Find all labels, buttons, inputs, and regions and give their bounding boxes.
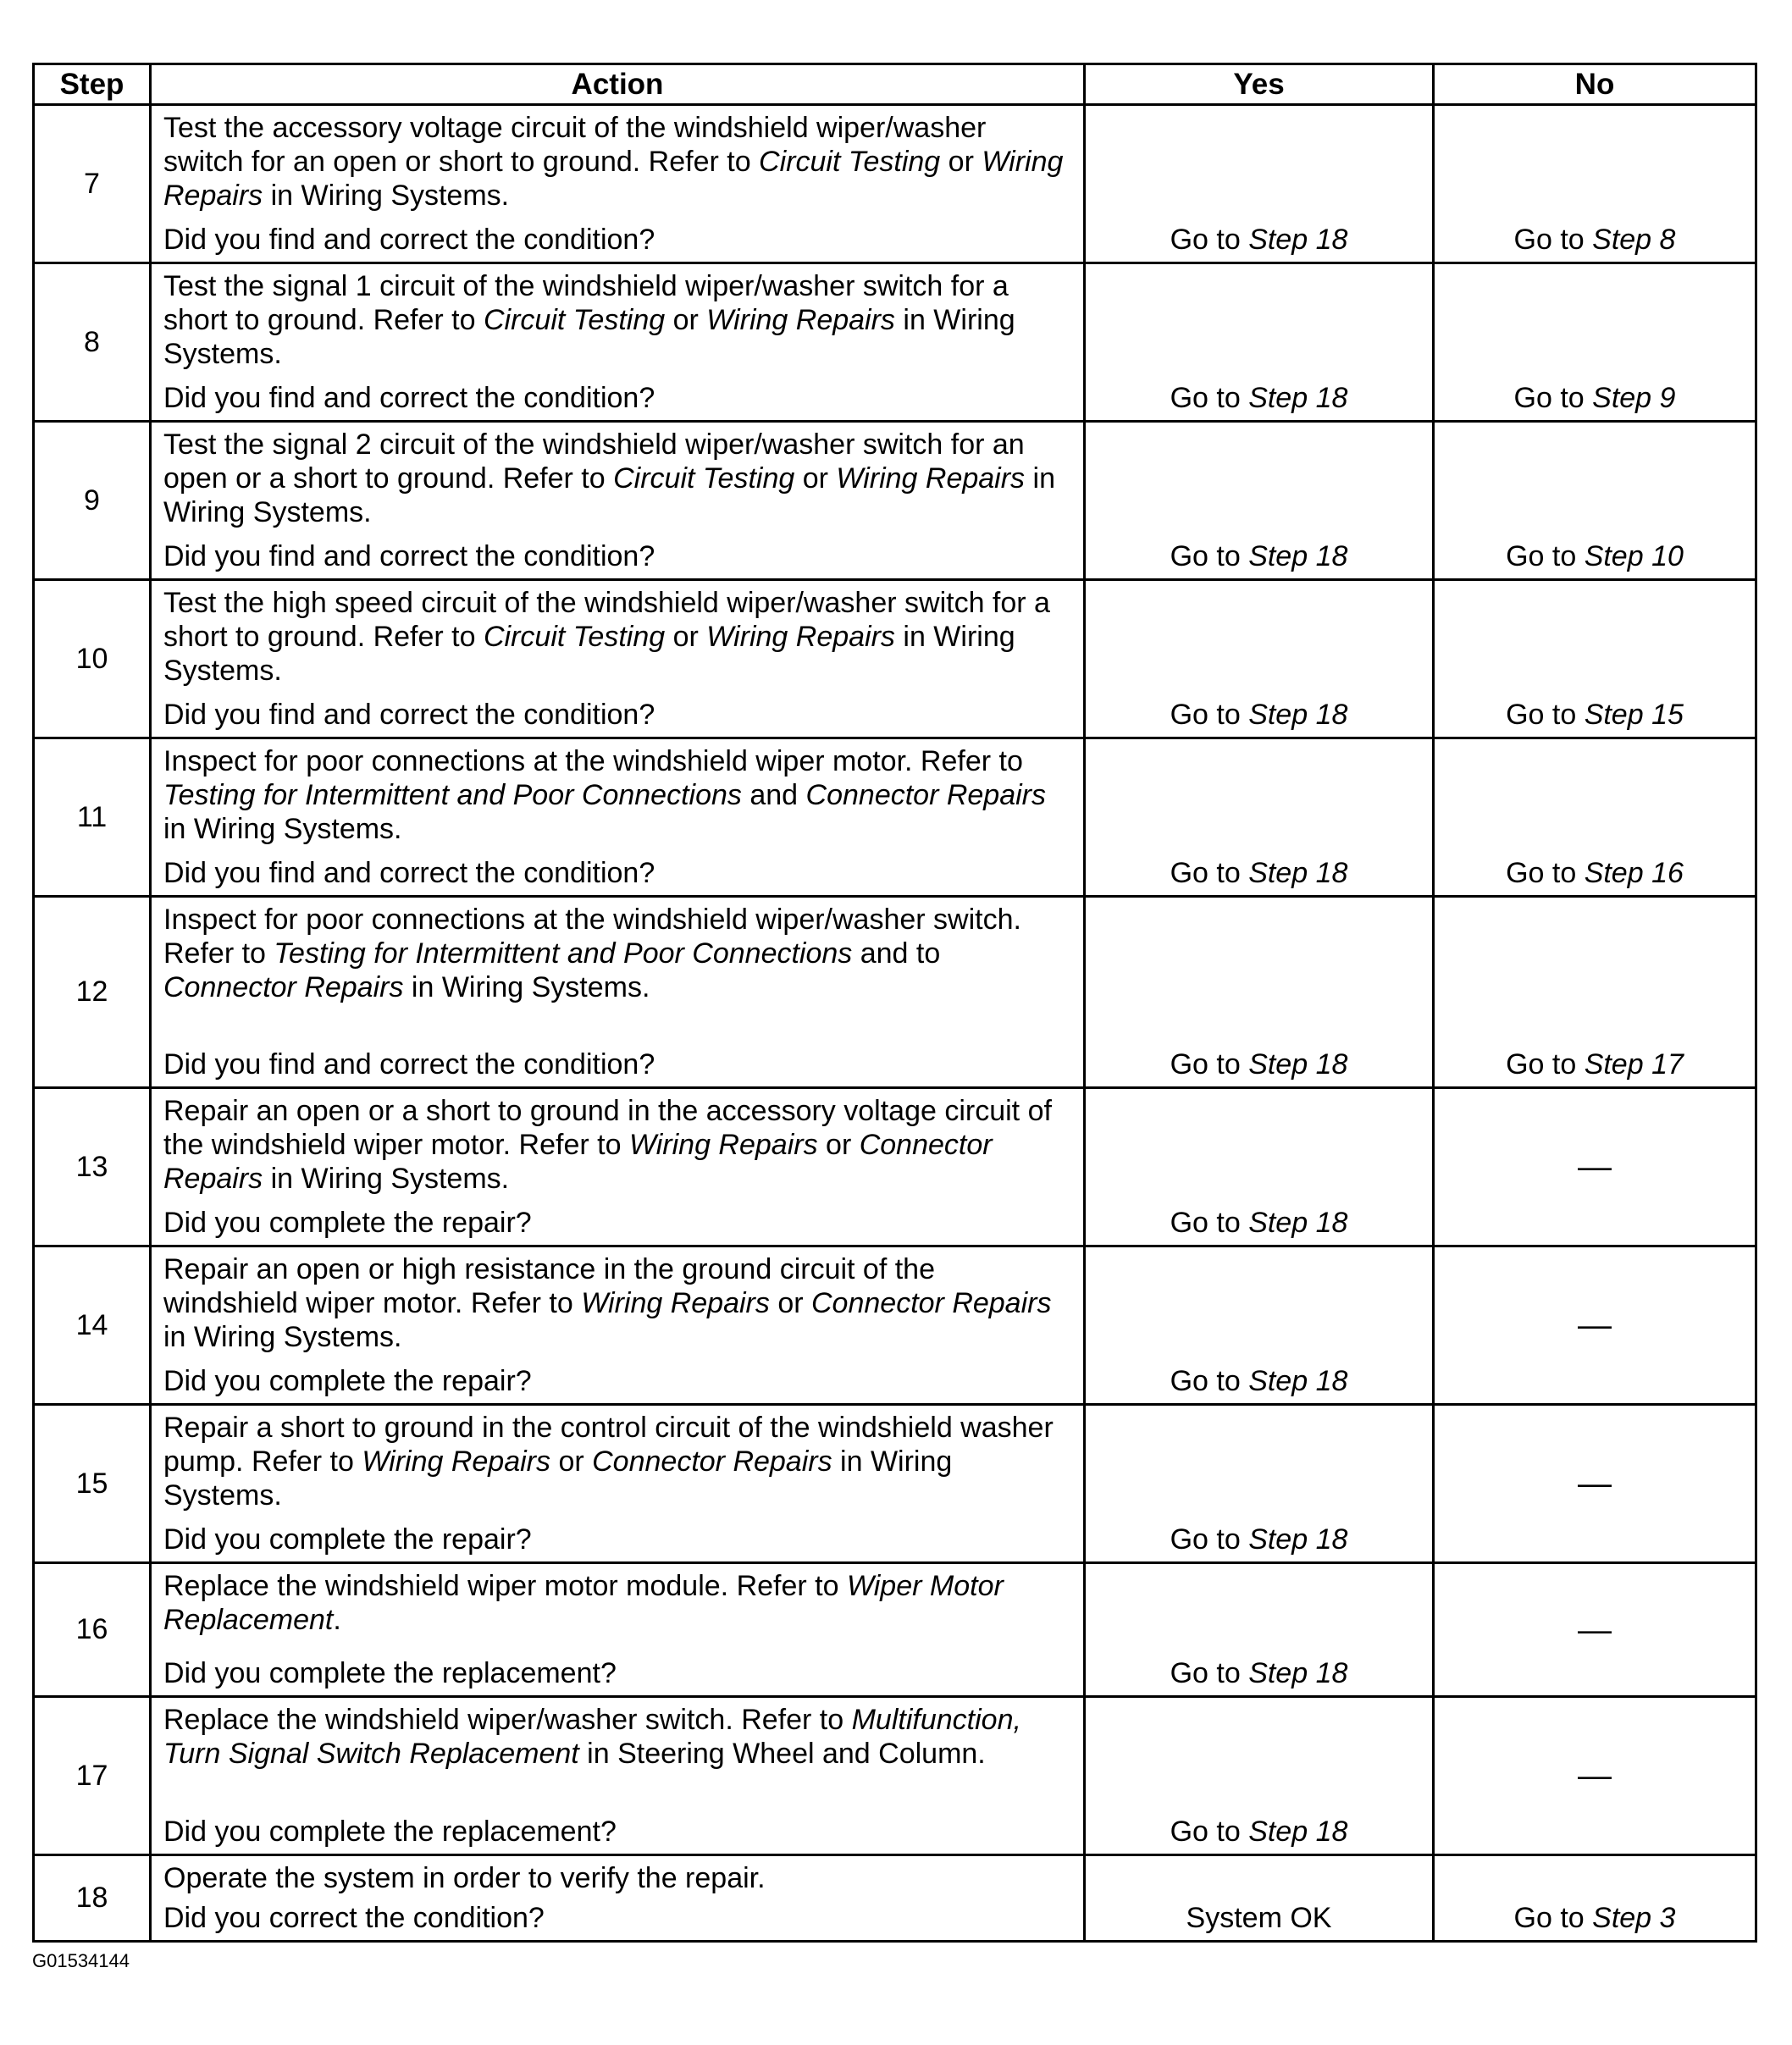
action-reference: Testing for Intermittent and Poor Connections: [163, 779, 742, 811]
action-reference: Wiring Repairs: [581, 1287, 770, 1319]
action-question: Did you find and correct the condition?: [163, 382, 655, 414]
action-text: [163, 428, 1071, 529]
action-content: [152, 1406, 1083, 1561]
action-text: [163, 1861, 1071, 1895]
action-reference: Connector Repairs: [805, 779, 1047, 811]
step-reference: Step 10: [1584, 540, 1684, 572]
action-content: [152, 423, 1083, 578]
action-reference: Multifunction, Turn Signal Switch Replacement: [163, 1704, 1021, 1770]
no-result: [1434, 1855, 1756, 1942]
header-no: No: [1434, 64, 1756, 105]
yes-result: [1085, 1697, 1434, 1855]
yes-result-text: System OK: [1186, 1902, 1332, 1934]
step-reference: Step 17: [1584, 1048, 1684, 1081]
action-reference: Connector Repairs: [592, 1445, 832, 1478]
yes-result-text: Go to: [1170, 1365, 1249, 1397]
yes-result: [1085, 1563, 1434, 1697]
action-text: [163, 1411, 1071, 1512]
no-result: [1434, 738, 1756, 897]
action-content: [152, 739, 1083, 895]
yes-result-text: Go to: [1170, 382, 1249, 414]
step-number: 16: [34, 1563, 151, 1697]
action-reference: Wiring Repairs: [628, 1129, 818, 1161]
step-reference: Step 18: [1248, 699, 1348, 731]
action-text-segment: in Wiring Systems.: [163, 813, 402, 845]
action-cell: [151, 1697, 1085, 1855]
yes-result-text: Go to: [1170, 1657, 1249, 1689]
step-reference: Step 18: [1248, 1657, 1348, 1689]
table-row: [34, 422, 1756, 580]
action-text-segment: in Wiring Systems.: [263, 1163, 510, 1195]
action-reference: Circuit Testing: [483, 621, 666, 653]
header-step: Step: [34, 64, 151, 105]
step-reference: Step 18: [1248, 1365, 1348, 1397]
action-text-segment: in Wiring Systems.: [163, 1445, 953, 1512]
yes-result: [1085, 105, 1434, 263]
action-question: Did you complete the repair?: [163, 1365, 532, 1397]
action-text-segment: or: [769, 1287, 811, 1319]
action-text-segment: in Wiring Systems.: [403, 971, 650, 1003]
no-result-text: Go to: [1506, 857, 1585, 889]
action-content: [152, 1247, 1083, 1403]
action-reference: Connector Repairs: [163, 1129, 993, 1195]
header-action: Action: [151, 64, 1085, 105]
action-text-segment: Inspect for poor connections at the windshield wiper/washer switch. Refer to: [163, 904, 1021, 970]
action-content: [152, 264, 1083, 420]
step-reference: Step 3: [1592, 1902, 1676, 1934]
action-text-segment: Replace the windshield wiper motor module. Refer to: [163, 1570, 847, 1602]
action-text: [163, 744, 1071, 846]
action-text-segment: .: [333, 1604, 341, 1636]
action-question: Did you find and correct the condition?: [163, 1048, 655, 1081]
no-result: [1434, 263, 1756, 422]
action-cell: [151, 1246, 1085, 1405]
yes-result-text: Go to: [1170, 857, 1249, 889]
action-text-segment: Operate the system in order to verify the repair.: [163, 1862, 766, 1894]
table-row: [34, 1855, 1756, 1942]
step-number: 13: [34, 1088, 151, 1246]
step-reference: Step 8: [1592, 224, 1676, 256]
action-question: Did you correct the condition?: [163, 1902, 545, 1934]
step-number: 8: [34, 263, 151, 422]
no-result: [1434, 1088, 1756, 1246]
action-cell: [151, 1088, 1085, 1246]
action-text-segment: or: [550, 1445, 593, 1478]
action-reference: Connector Repairs: [163, 971, 404, 1003]
action-text: [163, 903, 1071, 1004]
step-reference: Step 18: [1248, 224, 1348, 256]
no-result: [1434, 1405, 1756, 1563]
action-question: Did you find and correct the condition?: [163, 224, 655, 256]
action-cell: [151, 263, 1085, 422]
action-reference: Testing for Intermittent and Poor Connections: [274, 937, 853, 970]
action-text-segment: and to: [852, 937, 941, 970]
action-text-segment: or: [665, 621, 707, 653]
figure-id: G01534144: [32, 1950, 130, 1971]
action-text: [163, 1094, 1071, 1196]
no-result-text: Go to: [1513, 1902, 1593, 1934]
action-text: [163, 269, 1071, 371]
step-reference: Step 18: [1248, 382, 1348, 414]
action-content: [152, 1564, 1083, 1695]
yes-result: [1085, 897, 1434, 1088]
no-result-text: Go to: [1513, 382, 1593, 414]
step-reference: Step 15: [1584, 699, 1684, 731]
step-reference: Step 9: [1592, 382, 1676, 414]
no-result: [1434, 422, 1756, 580]
action-cell: [151, 105, 1085, 263]
no-result: [1434, 105, 1756, 263]
yes-result-text: Go to: [1170, 1523, 1249, 1556]
yes-result-text: Go to: [1170, 224, 1249, 256]
step-number: 10: [34, 580, 151, 738]
action-question: Did you complete the repair?: [163, 1207, 532, 1239]
action-reference: Wiring Repairs: [362, 1445, 550, 1478]
action-content: [152, 581, 1083, 737]
step-number: 15: [34, 1405, 151, 1563]
action-content: [152, 1856, 1083, 1940]
no-result-text: —: [1578, 1465, 1612, 1502]
action-text-segment: Inspect for poor connections at the windshield wiper motor. Refer to: [163, 745, 1023, 777]
no-result-text: —: [1578, 1148, 1612, 1186]
action-reference: Wiring Repairs: [163, 146, 1064, 212]
action-text-segment: Test the accessory voltage circuit of the windshield wiper/washer switch for an open or short to ground. Refer to: [163, 112, 987, 178]
yes-result: [1085, 422, 1434, 580]
yes-result-text: Go to: [1170, 540, 1249, 572]
step-number: 14: [34, 1246, 151, 1405]
action-text-segment: or: [794, 462, 837, 495]
table-row: [34, 580, 1756, 738]
action-text: [163, 586, 1071, 688]
step-number: 18: [34, 1855, 151, 1942]
diagnostic-table-container: [32, 63, 1755, 1943]
no-result-text: —: [1578, 1611, 1612, 1649]
action-question: Did you find and correct the condition?: [163, 540, 655, 572]
yes-result: [1085, 738, 1434, 897]
action-question: Did you complete the replacement?: [163, 1657, 617, 1689]
action-cell: [151, 580, 1085, 738]
no-result-text: Go to: [1506, 540, 1585, 572]
action-question: Did you find and correct the condition?: [163, 699, 655, 731]
yes-result: [1085, 1405, 1434, 1563]
action-content: [152, 1698, 1083, 1854]
action-text-segment: Repair a short to ground in the control circuit of the windshield washer pump. Refer to: [163, 1412, 1054, 1478]
action-text-segment: Repair an open or high resistance in the ground circuit of the windshield wiper motor. Refer to: [163, 1253, 935, 1319]
table-row: [34, 1246, 1756, 1405]
diagnostic-table: [32, 63, 1757, 1943]
action-text-segment: Test the high speed circuit of the windshield wiper/washer switch for a short to ground. Refer to: [163, 587, 1050, 653]
step-reference: Step 18: [1248, 540, 1348, 572]
yes-result: [1085, 1855, 1434, 1942]
step-number: 9: [34, 422, 151, 580]
step-reference: Step 18: [1248, 857, 1348, 889]
step-reference: Step 18: [1248, 1048, 1348, 1081]
yes-result: [1085, 1246, 1434, 1405]
action-content: [152, 106, 1083, 262]
action-reference: Wiring Repairs: [706, 621, 895, 653]
action-reference: Connector Repairs: [811, 1287, 1052, 1319]
table-row: [34, 1563, 1756, 1697]
action-text-segment: in Wiring Systems.: [263, 180, 510, 212]
no-result: [1434, 580, 1756, 738]
action-text-segment: and: [741, 779, 806, 811]
action-text-segment: Test the signal 1 circuit of the windshield wiper/washer switch for a short to ground. Refer to: [163, 270, 1009, 336]
action-text-segment: or: [817, 1129, 860, 1161]
step-reference: Step 18: [1248, 1523, 1348, 1556]
no-result: [1434, 1563, 1756, 1697]
action-reference: Wiring Repairs: [836, 462, 1026, 495]
action-reference: Circuit Testing: [613, 462, 795, 495]
action-text: [163, 1252, 1071, 1354]
table-row: [34, 105, 1756, 263]
step-number: 11: [34, 738, 151, 897]
step-reference: Step 18: [1248, 1207, 1348, 1239]
action-content: [152, 898, 1083, 1086]
action-reference: Wiring Repairs: [706, 304, 895, 336]
action-content: [152, 1089, 1083, 1245]
action-cell: [151, 1405, 1085, 1563]
action-text-segment: in Steering Wheel and Column.: [578, 1738, 986, 1770]
header-yes: Yes: [1085, 64, 1434, 105]
action-reference: Wiper Motor Replacement: [163, 1570, 1004, 1636]
action-text-segment: in Wiring Systems.: [163, 621, 1015, 687]
no-result: [1434, 897, 1756, 1088]
step-number: 17: [34, 1697, 151, 1855]
action-reference: Circuit Testing: [483, 304, 666, 336]
table-row: [34, 897, 1756, 1088]
yes-result-text: Go to: [1170, 699, 1249, 731]
yes-result: [1085, 580, 1434, 738]
step-number: 12: [34, 897, 151, 1088]
yes-result-text: Go to: [1170, 1207, 1249, 1239]
table-row: [34, 1088, 1756, 1246]
action-text: [163, 1569, 1071, 1637]
action-text-segment: Replace the windshield wiper/washer switch. Refer to: [163, 1704, 852, 1736]
action-text-segment: in Wiring Systems.: [163, 304, 1015, 370]
table-row: [34, 263, 1756, 422]
action-text-segment: or: [940, 146, 982, 178]
no-result-text: —: [1578, 1307, 1612, 1344]
table-row: [34, 1405, 1756, 1563]
action-text-segment: in Wiring Systems.: [163, 462, 1055, 528]
action-text: [163, 111, 1071, 213]
action-text-segment: in Wiring Systems.: [163, 1321, 402, 1353]
action-text-segment: Repair an open or a short to ground in the accessory voltage circuit of the windshield wiper motor. Refer to: [163, 1095, 1052, 1161]
no-result-text: Go to: [1506, 1048, 1585, 1081]
step-reference: Step 18: [1248, 1816, 1348, 1848]
yes-result-text: Go to: [1170, 1048, 1249, 1081]
action-text: [163, 1703, 1071, 1771]
no-result-text: Go to: [1513, 224, 1593, 256]
table-row: [34, 1697, 1756, 1855]
action-question: Did you find and correct the condition?: [163, 857, 655, 889]
action-reference: Circuit Testing: [759, 146, 941, 178]
action-cell: [151, 738, 1085, 897]
action-cell: [151, 897, 1085, 1088]
action-text-segment: Test the signal 2 circuit of the windshield wiper/washer switch for an open or a short to ground. Refer to: [163, 428, 1025, 495]
yes-result: [1085, 1088, 1434, 1246]
action-question: Did you complete the replacement?: [163, 1816, 617, 1848]
step-reference: Step 16: [1584, 857, 1684, 889]
yes-result: [1085, 263, 1434, 422]
no-result-text: Go to: [1506, 699, 1585, 731]
table-header-row: [34, 64, 1756, 105]
table-body: [34, 105, 1756, 1942]
action-cell: [151, 422, 1085, 580]
action-cell: [151, 1563, 1085, 1697]
yes-result-text: Go to: [1170, 1816, 1249, 1848]
action-cell: [151, 1855, 1085, 1942]
no-result: [1434, 1246, 1756, 1405]
action-question: Did you complete the repair?: [163, 1523, 532, 1556]
step-number: 7: [34, 105, 151, 263]
table-row: [34, 738, 1756, 897]
no-result-text: —: [1578, 1757, 1612, 1794]
no-result: [1434, 1697, 1756, 1855]
action-text-segment: or: [665, 304, 707, 336]
